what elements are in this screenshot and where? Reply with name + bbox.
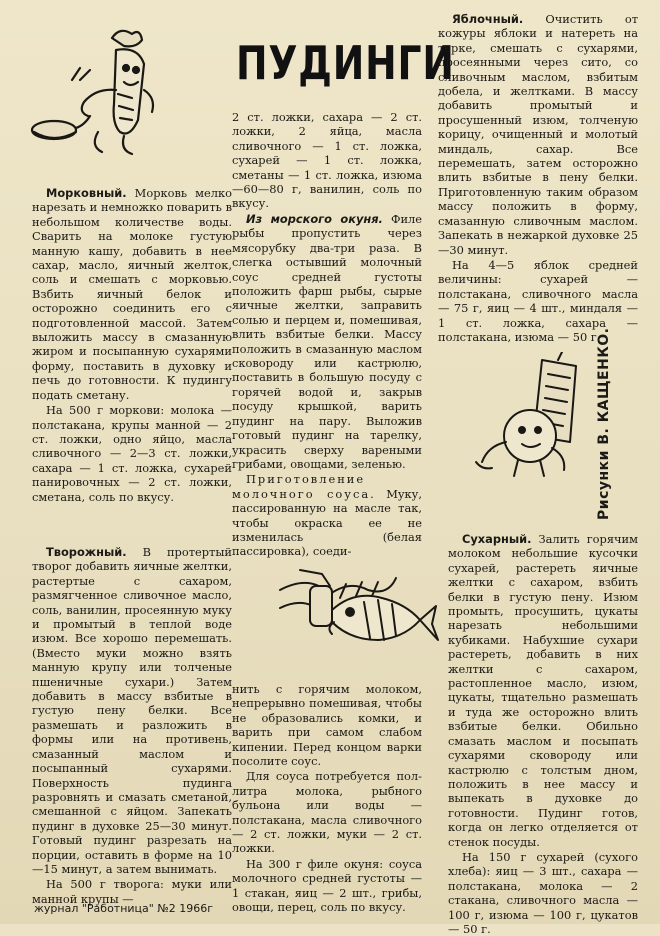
recipe-okun-text: Филе рыбы пропустить через мясорубку два-три раза. В слегка остывший молочный соус средней густоты положить фарш рыбы, сырые яичные желтки, заправить солью и перцем и, помешивая, влить взбитые белки. Массу положить в смазанную маслом сковороду или кастрюлю, поставить в большую посуду с горячей водой и, закрыв посуду крышкой, варить пудинг на пару. Выложив готовый пудинг на тарелку, украсить сверху вареными грибами, овощами, зеленью. (232, 212, 423, 471)
carrot-chef-illustration (20, 20, 170, 170)
recipe-okun-title: Из морского окуня. (246, 212, 383, 226)
recipe-suharny-title: Сухарный. (462, 532, 532, 546)
recipe-yablochny-title: Яблочный. (452, 12, 524, 26)
fish-illustration (270, 550, 440, 665)
recipe-okun (232, 212, 422, 559)
recipe-suharny (448, 532, 638, 936)
recipe-tvorozhny-norms: На 500 г творога: муки или манной крупы — (32, 877, 232, 906)
recipe-yablochny-norms: На 4—5 яблок средней величины: сухарей — полстакана, сливочного масла — 75 г, яиц — 4 шт., миндаля — 1 ст. ложка, сахара — полстакана, изюма — 50 г. (438, 257, 638, 344)
recipe-morkovny (32, 186, 232, 504)
sauce-text: Муку, пассированную на масле так, чтобы окраска ее не изменилась (белая пассировка), соеди- (232, 486, 422, 559)
recipe-tvorozhny-text: В протертый творог добавить яичные желтки, растертые с сахаром, размягченное сливочное масло, соль, ванилин, просеянную муку и промытый в теплой воде изюм. Все хорошо перемешать. (Вместо муки можно взять манную крупу или толченые пшеничные сухари.) Затем добавить в массу взбитые в густую пену белки. Все размешать и разложить в формы или на противень, смазанный маслом и посыпанный сухарями. Поверхность пудинга разровнять и смазать сметаной, смешанной с яйцом. Запекать пудинг в духовке 25—30 минут. Готовый пудинг разрезать на порции, оставить в форме на 10—15 минут, а затем вынимать. (32, 545, 233, 876)
recipe-yablochny (438, 12, 638, 344)
page-title: ПУДИНГИ (236, 36, 455, 90)
sauce-paragraph-2: Для соуса потребуется пол-литра молока, рыбного бульона или воды — полстакана, масла сливочного — 2 ст. ложки, муки — 2 ст. ложки. (232, 769, 422, 856)
recipe-tvorozhny-continued (232, 110, 422, 211)
sauce-paragraph-1: нить с горячим молоком, непрерывно помешивая, чтобы не образовались комки, и варить при самом слабом кипении. Перед концом варки посолите соус. (232, 682, 422, 769)
recipe-tvorozhny-norms-continued: 2 ст. ложки, сахара — 2 ст. ложки, 2 яйца, масла сливочного — 1 ст. ложка, сухарей — 1 ст. ложка, сметаны — 1 ст. ложка, изюма —60—80 г, ванилин, соль по вкусу. (232, 110, 422, 211)
recipe-tvorozhny (32, 545, 232, 906)
recipe-morkovny-norms: На 500 г моркови: молока — полстакана, крупы манной — 2 ст. ложки, одно яйцо, масла сливочного — 2—3 ст. ложки, сахара — 1 ст. ложка, сухарей панировочных — 2 ст. ложки, сметана, соль по вкусу. (32, 403, 232, 504)
recipe-morkovny-title: Морковный. (46, 186, 127, 200)
recipe-suharny-norms: На 150 г сухарей (сухого хлеба): яиц — 3 шт., сахара — полстакана, молока — 2 стакана, сливочного масла — 100 г, изюма — 100 г, цукатов — 50 г. (448, 849, 638, 936)
grater-illustration (448, 352, 588, 482)
recipe-morkovny-text: Морковь мелко нарезать и немножко поварить в небольшом количестве воды. Сварить на молоке густую манную кашу, добавить в нее сахар, масло, яичный желток, соль и смешать с морковью. Взбить яичный белок и осторожно соединить его с подготовленной массой. Затем выложить массу в смазанную жиром и посыпанную сухарями форму, поставить в духовку и печь до готовности. К пудингу подать сметану. (32, 186, 232, 402)
recipe-tvorozhny-title: Творожный. (46, 545, 127, 559)
sauce-paragraph-3: На 300 г филе окуня: соуса молочного средней густоты — 1 стакан, яиц — 2 шт., грибы, овощи, перец, соль по вкусу. (232, 856, 422, 915)
recipe-yablochny-text: Очистить от кожуры яблоки и натереть на терке, смешать с сухарями, просеянными через сито, со сливочным маслом, взбитым добела, и желтками. В массу добавить промытый и просушенный изюм, толченую корицу, очищенный и молотый миндаль, сахар. Все перемешать, затем осторожно влить взбитые в пену белки. Приготовленную таким образом массу положить в форму, смазанную сливочным маслом. Запекать в нежаркой духовке 25—30 минут. (438, 12, 638, 257)
recipe-suharny-text: Залить горячим молоком небольшие кусочки сухарей, растереть яичные желтки с сахаром, взбить белки в густую пену. Изюм промыть, просушить, цукаты нарезать небольшими кубиками. Набухшие сухари растереть, добавить в них желтки с сахаром, растопленное масло, изюм, цукаты, тщательно размешать и туда же осторожно влить взбитые белки. Обильно смазать маслом и посыпать сухарями сковороду или кастрюлю с толстым дном, положить в нее массу и выпекать в духовке до готовности. Пудинг готов, когда он легко отделяется от стенок посуды. (448, 532, 638, 849)
source-footer: журнал "Работница" №2 1966г (34, 902, 214, 915)
sauce-heading: Приготовление молочного соуса. (232, 472, 376, 501)
illustration-credit: Рисунки В. КАЩЕНКО. (596, 327, 612, 520)
sauce-continued (232, 682, 422, 915)
